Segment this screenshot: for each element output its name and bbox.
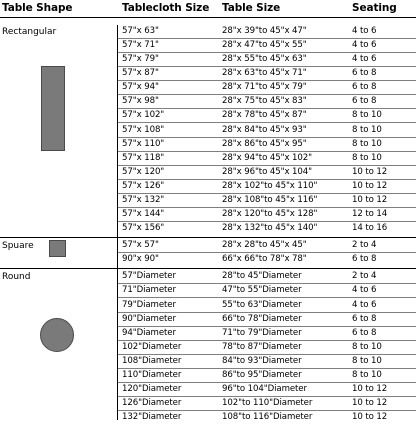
tablecloth-size-cell: 57"x 63" [122, 26, 159, 36]
table-row [117, 327, 416, 341]
seating-cell: 8 to 10 [352, 369, 382, 380]
table-size-cell: 28"x 86"to 45"x 95" [222, 138, 307, 149]
table-size-cell: 47"to 55"Diameter [222, 285, 302, 296]
table-size-cell: 28"x 94"to 45"x 102" [222, 152, 313, 163]
table-size-cell: 28"x 78"to 45"x 87" [222, 110, 307, 121]
table-row [117, 341, 416, 355]
shape-label: Rectangular [2, 27, 57, 37]
tablecloth-size-cell: 57"x 79" [122, 54, 159, 65]
column-divider [117, 25, 118, 420]
tablecloth-size-cell: 57"x 102" [122, 110, 165, 121]
seating-cell: 8 to 10 [352, 138, 382, 149]
table-row [117, 253, 416, 267]
tablecloth-size-cell: 94"Diameter [122, 327, 176, 338]
tablecloth-size-cell: 57"x 110" [122, 138, 165, 149]
table-size-cell: 84"to 93"Diameter [222, 355, 302, 366]
table-row [117, 411, 416, 425]
tablecloth-size-cell: 57"x 94" [122, 82, 159, 93]
table-row [117, 239, 416, 253]
tablecloth-size-cell: 120"Diameter [122, 384, 182, 394]
tablecloth-size-cell: 102"Diameter [122, 341, 182, 352]
seating-cell: 10 to 12 [352, 398, 388, 409]
table-row [117, 299, 416, 313]
seating-cell: 6 to 8 [352, 313, 377, 324]
table-size-cell: 28"x 120"to 45"x 128" [222, 209, 318, 220]
tablecloth-size-cell: 90"Diameter [122, 313, 176, 324]
header-tablecloth-size: Tablecloth Size [122, 2, 210, 14]
table-row [117, 95, 416, 109]
seating-cell: 8 to 10 [352, 124, 382, 135]
table-size-cell: 66"to 78"Diameter [222, 313, 302, 324]
table-row [117, 355, 416, 369]
header-table-size: Table Size [222, 2, 281, 14]
seating-cell: 2 to 4 [352, 240, 377, 251]
tablecloth-size-cell: 57"x 71" [122, 40, 159, 51]
tablecloth-size-cell: 57"x 98" [122, 96, 159, 107]
table-size-cell: 28"x 108"to 45"x 116" [222, 194, 318, 205]
tablecloth-size-cell: 132"Diameter [122, 412, 182, 423]
table-row [117, 166, 416, 180]
tablecloth-size-cell: 57"x 87" [122, 68, 159, 79]
seating-cell: 8 to 10 [352, 355, 382, 366]
circle-shape-icon [40, 318, 74, 352]
seating-cell: 10 to 12 [352, 194, 388, 205]
seating-cell: 6 to 8 [352, 254, 377, 265]
table-row [117, 152, 416, 166]
table-size-cell: 28"x 102"to 45"x 110" [222, 180, 318, 191]
table-row [117, 383, 416, 397]
seating-cell: 4 to 6 [352, 26, 377, 36]
seating-cell: 6 to 8 [352, 96, 377, 107]
tablecloth-size-cell: 57"Diameter [122, 271, 176, 282]
group-divider [0, 268, 416, 269]
table-size-cell: 28"x 132"to 45"x 140" [222, 223, 318, 234]
table-row [117, 53, 416, 67]
table-row [117, 67, 416, 81]
table-size-cell: 55"to 63"Diameter [222, 299, 302, 310]
table-size-cell: 28"to 45"Diameter [222, 271, 302, 282]
table-size-cell: 78"to 87"Diameter [222, 341, 302, 352]
tablecloth-size-cell: 57"x 57" [122, 240, 159, 251]
table-row [117, 208, 416, 222]
tablecloth-size-cell: 57"x 144" [122, 209, 165, 220]
shape-label: Round [2, 272, 31, 283]
table-row [117, 180, 416, 194]
table-size-cell: 66"x 66"to 78"x 78" [222, 254, 307, 265]
table-size-cell: 28"x 39"to 45"x 47" [222, 26, 307, 36]
seating-cell: 12 to 14 [352, 209, 388, 220]
tablecloth-size-cell: 57"x 126" [122, 180, 165, 191]
table-size-cell: 28"x 63"to 45"x 71" [222, 68, 307, 79]
group-divider [0, 237, 416, 238]
seating-cell: 10 to 12 [352, 166, 388, 177]
seating-cell: 4 to 6 [352, 40, 377, 51]
table-size-cell: 28"x 84"to 45"x 93" [222, 124, 307, 135]
tablecloth-size-cell: 90"x 90" [122, 254, 159, 265]
seating-cell: 4 to 6 [352, 299, 377, 310]
seating-cell: 6 to 8 [352, 327, 377, 338]
table-row [117, 397, 416, 411]
table-row [117, 284, 416, 298]
shape-label: Spuare [2, 241, 34, 252]
seating-cell: 4 to 6 [352, 285, 377, 296]
seating-cell: 10 to 12 [352, 384, 388, 394]
tablecloth-size-cell: 126"Diameter [122, 398, 182, 409]
tablecloth-size-cell: 57"x 108" [122, 124, 165, 135]
tablecloth-size-cell: 57"x 156" [122, 223, 165, 234]
table-size-cell: 28"x 47"to 45"x 55" [222, 40, 307, 51]
tablecloth-size-cell: 57"x 118" [122, 152, 165, 163]
table-size-cell: 86"to 95"Diameter [222, 369, 302, 380]
table-row [117, 124, 416, 138]
header-table-shape: Table Shape [2, 2, 73, 14]
table-row [117, 270, 416, 284]
seating-cell: 8 to 10 [352, 152, 382, 163]
table-size-cell: 108"to 116"Diameter [222, 412, 313, 423]
tablecloth-size-cell: 110"Diameter [122, 369, 182, 380]
seating-cell: 4 to 6 [352, 54, 377, 65]
table-size-cell: 96"to 104"Diameter [222, 384, 307, 394]
table-row [117, 222, 416, 236]
seating-cell: 10 to 12 [352, 180, 388, 191]
table-row [117, 39, 416, 53]
table-size-cell: 28"x 96"to 45"x 104" [222, 166, 313, 177]
table-size-cell: 28"x 75"to 45"x 83" [222, 96, 307, 107]
seating-cell: 8 to 10 [352, 110, 382, 121]
square-shape-icon [49, 240, 66, 257]
seating-cell: 6 to 8 [352, 68, 377, 79]
seating-cell: 6 to 8 [352, 82, 377, 93]
table-size-cell: 28"x 71"to 45"x 79" [222, 82, 307, 93]
seating-cell: 2 to 4 [352, 271, 377, 282]
rectangle-shape-icon [41, 66, 65, 151]
table-row [117, 109, 416, 123]
table-size-cell: 28"x 28"to 45"x 45" [222, 240, 307, 251]
seating-cell: 10 to 12 [352, 412, 388, 423]
header-divider [0, 17, 416, 18]
table-row [117, 194, 416, 208]
table-row [117, 313, 416, 327]
tablecloth-size-cell: 79"Diameter [122, 299, 176, 310]
table-size-cell: 102"to 110"Diameter [222, 398, 313, 409]
table-size-cell: 71"to 79"Diameter [222, 327, 302, 338]
table-row [117, 81, 416, 95]
tablecloth-size-cell: 71"Diameter [122, 285, 176, 296]
table-size-cell: 28"x 55"to 45"x 63" [222, 54, 307, 65]
tablecloth-size-cell: 57"x 132" [122, 194, 165, 205]
table-row [117, 138, 416, 152]
tablecloth-size-cell: 108"Diameter [122, 355, 182, 366]
seating-cell: 14 to 16 [352, 223, 388, 234]
seating-cell: 8 to 10 [352, 341, 382, 352]
table-row [117, 369, 416, 383]
tablecloth-size-cell: 57"x 120" [122, 166, 165, 177]
header-seating: Seating [352, 2, 397, 14]
table-row [117, 25, 416, 39]
